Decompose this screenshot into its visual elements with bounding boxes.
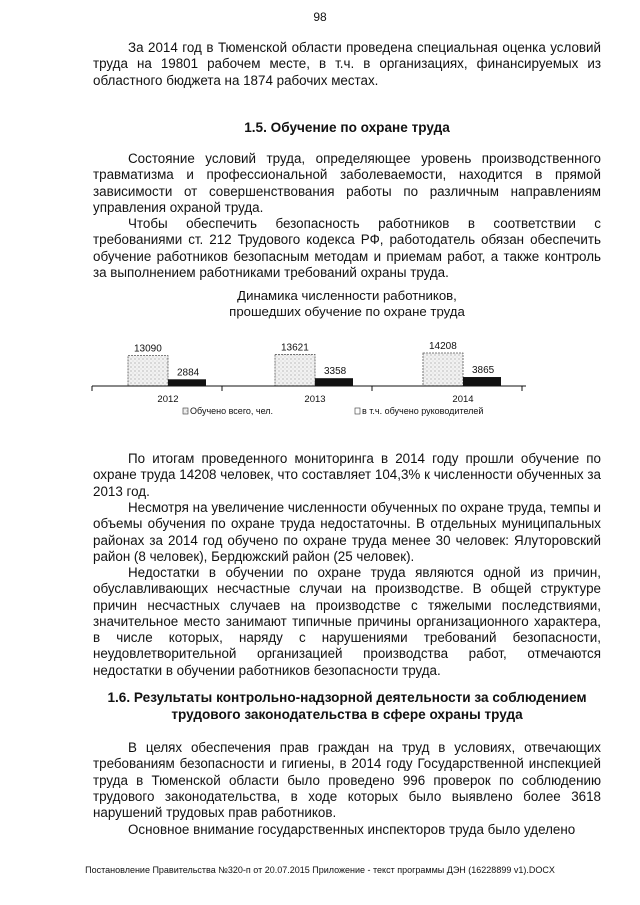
paragraph-monitoring-results: По итогам проведенного мониторинга в 2014 году прошли обучение по охране труда 14208 человек, что составляет 104,3% к численности обученных за 2013 год. <box>93 451 601 499</box>
label-total-2012: 13090 <box>134 343 162 355</box>
chart-title-line-2: прошедших обучение по охране труда <box>229 304 465 319</box>
document-footer: Постановление Правительства №320-п от 20.07.2015 Приложение - текст программы ДЭН (16228899 v1).DOCX <box>85 865 555 875</box>
paragraph-inspections: В целях обеспечения прав граждан на труд в условиях, отвечающих требованиям безопасности и гигиены, в 2014 году Государственной инспекцией труда в Тюменской области было проведено 996 проверок по соблюдению трудового законодательства, в ходе которых было выявлено более 3618 нарушений трудовых прав работников. <box>93 740 601 821</box>
tick-label-2012: 2012 <box>157 394 179 405</box>
label-managers-2014: 3865 <box>472 365 495 377</box>
label-managers-2013: 3358 <box>324 366 347 378</box>
bar-total-2014 <box>423 353 463 386</box>
bar-managers-2014 <box>463 377 501 386</box>
bar-total-2013 <box>275 354 315 386</box>
label-total-2014: 14208 <box>429 341 457 352</box>
paragraph-accident-causes: Недостатки в обучении по охране труда являются одной из причин, обуславливающих несчастные случаи на производстве. В общей структуре причин несчастных случаев на производстве с тяжелыми последствиями, значительное место занимают типичные причины организационного характера, в числе которых, наряду с нарушениями требований безопасности, неудовлетворительной организацией производства работ, отмечаются недостатки в обучении работников безопасности труда. <box>93 565 601 678</box>
chart-title-line-1: Динамика численности работников, <box>237 288 457 303</box>
label-total-2013: 13621 <box>281 342 309 354</box>
label-managers-2012: 2884 <box>177 367 200 379</box>
bar-managers-2013 <box>315 378 353 386</box>
tick-label-2014: 2014 <box>452 394 474 405</box>
paragraph-employer-obligation: Чтобы обеспечить безопасность работников в соответствии с требованиями ст. 212 Трудового кодекса РФ, работодатель обязан обеспечить обучение работников безопасным методам и приемам работ, а также контроль за выполнением работниками требований охраны труда. <box>93 216 601 280</box>
legend-label-0: Обучено всего, чел. <box>190 406 274 416</box>
paragraph-conditions: Состояние условий труда, определяющее уровень производственного травматизма и профессиональной заболеваемости, находится в прямой зависимости от совершенствования работы по различным направлениям управления охраной труда. <box>93 151 601 215</box>
page-number: 98 <box>313 10 327 24</box>
legend-swatch-0 <box>183 408 188 414</box>
paragraph-insufficient-training: Несмотря на увеличение численности обученных по охране труда, темпы и объемы обучения по охране труда недостаточны. В отдельных муниципальных районах за 2014 год обучено по охране труда менее 30 человек: Ялуторовский район (8 человек), Бердюжский район (25 человек). <box>93 500 601 564</box>
paragraph-special-assessment: За 2014 год в Тюменской области проведена специальная оценка условий труда на 19801 рабочем месте, в т.ч. в организациях, финансируемых из областного бюджета на 1874 рабочих местах. <box>93 40 601 88</box>
legend-swatch-1 <box>355 408 360 414</box>
section-heading-1-5: 1.5. Обучение по охране труда <box>244 120 450 135</box>
tick-label-2013: 2013 <box>304 394 326 405</box>
legend-label-1: в т.ч. обучено руководителей <box>362 406 484 416</box>
section-heading-1-6: 1.6. Результаты контрольно-надзорной деятельности за соблюдением трудового законодательства в сфере охраны труда <box>107 690 587 722</box>
paragraph-inspectors-attention: Основное внимание государственных инспекторов труда было уделено <box>128 822 576 837</box>
training-bar-chart <box>90 330 530 425</box>
bar-total-2012 <box>128 356 168 386</box>
bar-managers-2012 <box>168 379 206 386</box>
